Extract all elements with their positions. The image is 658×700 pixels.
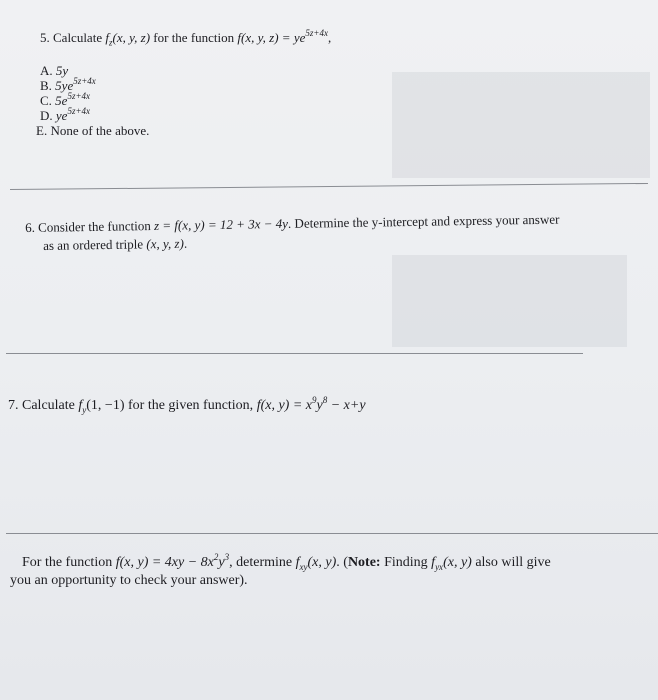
question-6-line-2: as an ordered triple (x, y, z). — [43, 235, 188, 253]
divider-line — [6, 353, 583, 354]
answer-option-b: B. $5ye^{5z+4x}$ — [40, 76, 96, 93]
function-expression: f(x, $y) = 4xy - 8x^2y^3$ — [115, 552, 230, 570]
question-5: 5. Calculate $f_z(x$, y, z) for the function f(x, y, $z) = ye^{5z+4x}$, — [40, 28, 332, 48]
question-8-line-2: you an opportunity to check your answer). — [10, 573, 248, 588]
partial-derivative: $f_{yx}(x$, y) — [431, 555, 472, 572]
answer-option-d: D. $ye^{5z+4x}$ — [40, 106, 91, 123]
function-expression: f(x, $y) = x^9y^8 - x+y$ — [256, 395, 366, 413]
question-number: 6. — [25, 219, 35, 235]
divider-line — [6, 533, 658, 534]
answer-option-c: C. $5e^{5z+4x}$ — [40, 91, 91, 108]
question-number: 7. — [8, 398, 19, 413]
partial-derivative: $f_{xy}(x$, y) — [295, 555, 337, 572]
partial-derivative: $f_z$ — [105, 30, 113, 48]
note-label: Note: — [347, 555, 381, 570]
bleed-through-block — [392, 255, 627, 347]
divider-line — [10, 183, 648, 190]
question-8: For the function f(x, $y) = 4xy - 8x^2y^3$, determine $f_{xy}(x$, y). (Note: Finding $f_{yx}(x$, y) also will give — [22, 552, 551, 572]
question-number: 5. — [40, 30, 50, 45]
answer-option-e: E. None of the above. — [36, 123, 150, 138]
question-7: 7. Calculate $f_y(1$, −1) for the given function, f(x, $y) = x^9y^8 - x+y$ — [8, 395, 366, 415]
question-6: 6. Consider the function z = f(x, y) = 12 + 3x − 4y. Determine the y-intercept and express your answer — [25, 211, 560, 235]
function-expression: z = f(x, y) = 12 + 3x − 4y — [153, 215, 289, 233]
answer-option-a: A. 5y — [40, 63, 69, 78]
partial-derivative: $f_y$ — [78, 398, 87, 415]
bleed-through-block — [392, 72, 650, 178]
function-expression: f(x, y, $z) = ye^{5z+4x}$ — [237, 28, 328, 45]
